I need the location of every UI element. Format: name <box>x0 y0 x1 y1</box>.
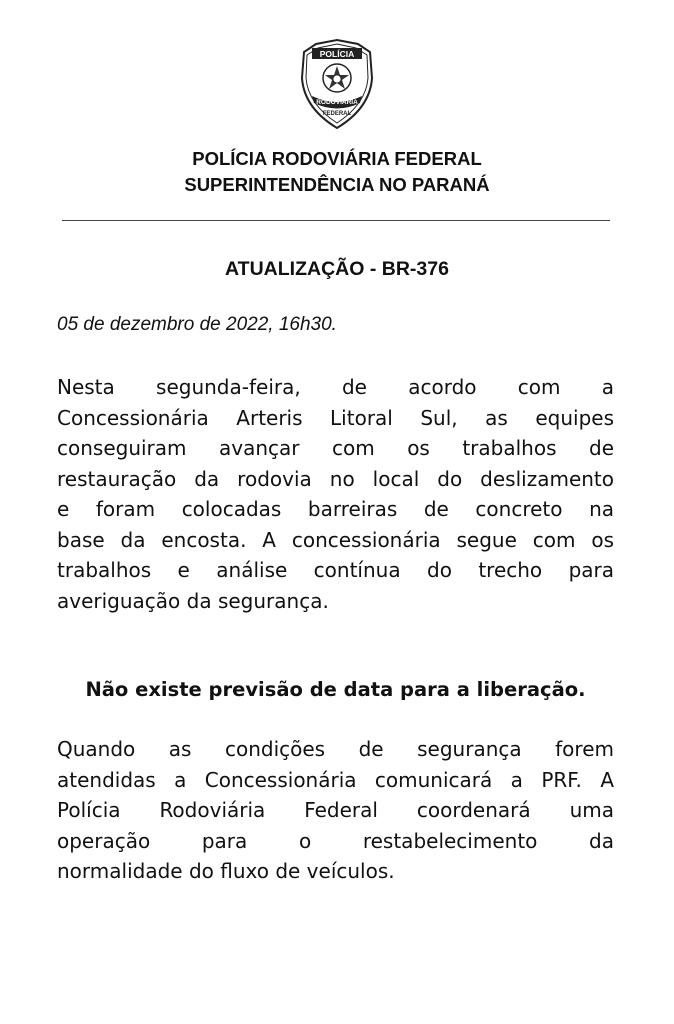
paragraph-2 <box>57 734 614 887</box>
paragraph-1-line: conseguiram avançar com os trabalhos de <box>57 436 614 460</box>
paragraph-1-line: Concessionária Arteris Litoral Sul, as equipes <box>57 405 614 430</box>
org-line-1: POLÍCIA RODOVIÁRIA FEDERAL <box>192 148 482 169</box>
paragraph-1-line: base da encosta. A concessionária segue com os <box>57 527 614 552</box>
paragraph-1-line: trabalhos e análise contínua do trecho para <box>57 558 614 582</box>
prf-badge-logo <box>298 38 376 130</box>
logo-top-text: POLÍCIA <box>319 49 355 59</box>
document-date: 05 de dezembro de 2022, 16h30. <box>57 314 337 335</box>
highlight-notice: Não existe previsão de data para a liberação. <box>85 678 586 701</box>
paragraph-1-line: e foram colocadas barreiras de concreto na <box>57 497 614 521</box>
paragraph-1-line: restauração da rodovia no local do deslizamento <box>57 466 614 491</box>
org-line-2: SUPERINTENDÊNCIA NO PARANÁ <box>184 174 490 195</box>
logo-bottom-text-2: FEDERAL <box>322 111 352 117</box>
paragraph-2-line: atendidas a Concessionária comunicará a PRF. A <box>57 767 614 792</box>
paragraph-1 <box>57 372 614 616</box>
paragraph-2-line: Polícia Rodoviária Federal coordenará uma <box>57 798 614 822</box>
paragraph-2-line: Quando as condições de segurança forem <box>57 737 614 761</box>
organization-header <box>0 146 674 198</box>
paragraph-1-line: Nesta segunda-feira, de acordo com a <box>57 375 614 399</box>
paragraph-1-line: averiguação da segurança. <box>57 588 329 613</box>
paragraph-2-line: operação para o restabelecimento da <box>57 828 614 853</box>
paragraph-2-line: normalidade do fluxo de veículos. <box>57 859 395 883</box>
logo-bottom-text-1: RODOVIÁRIA <box>316 99 358 106</box>
document-title: ATUALIZAÇÃO - BR-376 <box>225 258 449 280</box>
header-divider <box>62 220 610 221</box>
